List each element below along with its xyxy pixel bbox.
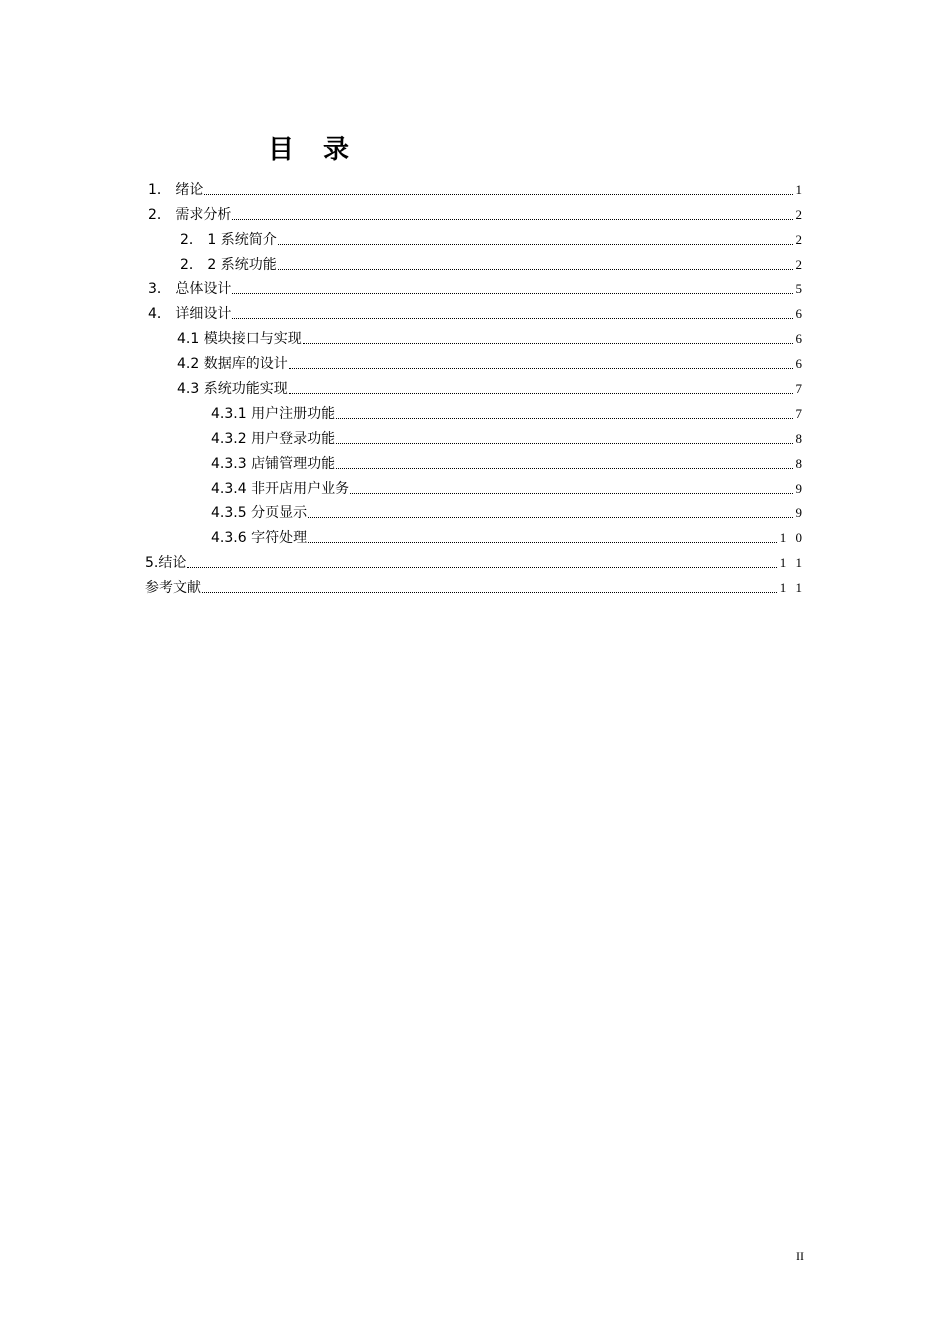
toc-entry-page: 1 1 bbox=[779, 580, 805, 596]
toc-entry-page: 5 bbox=[795, 281, 805, 297]
toc-entry[interactable] bbox=[177, 349, 805, 374]
toc-dot-leader bbox=[187, 566, 776, 568]
toc-entry[interactable] bbox=[148, 200, 805, 225]
toc-entry-label: 4.3.5 分页显示 bbox=[211, 505, 308, 522]
toc-entry-page: 1 0 bbox=[779, 530, 805, 546]
toc-entry-page: 7 bbox=[795, 381, 805, 397]
toc-entry[interactable] bbox=[177, 324, 805, 349]
toc-entry-label: 参考文献 bbox=[145, 580, 201, 597]
toc-entry-page: 1 1 bbox=[779, 555, 805, 571]
toc-entry-label: 2． 2 系统功能 bbox=[180, 256, 277, 273]
toc-dot-leader bbox=[336, 467, 792, 469]
toc-entry-label: 4.3 系统功能实现 bbox=[177, 381, 288, 398]
toc-entry[interactable] bbox=[148, 299, 805, 324]
toc-dot-leader bbox=[350, 492, 792, 494]
toc-entry-page: 2 bbox=[795, 231, 805, 247]
toc-entry[interactable] bbox=[177, 374, 805, 399]
toc-entry-page: 9 bbox=[795, 480, 805, 496]
toc-dot-leader bbox=[289, 367, 793, 369]
toc-dot-leader bbox=[336, 442, 792, 444]
toc-entry-page: 2 bbox=[795, 206, 805, 222]
toc-entry[interactable] bbox=[211, 424, 805, 449]
toc-entry[interactable] bbox=[211, 449, 805, 474]
toc-dot-leader bbox=[289, 392, 793, 394]
toc-entry[interactable] bbox=[148, 175, 805, 200]
toc-entry-label: 4.3.6 字符处理 bbox=[211, 530, 308, 547]
toc-entry-page: 6 bbox=[795, 356, 805, 372]
toc-entry-label: 3． 总体设计 bbox=[148, 281, 232, 298]
toc-dot-leader bbox=[232, 317, 792, 319]
toc-entry-label: 4.3.2 用户登录功能 bbox=[211, 430, 336, 447]
toc-entry-page: 9 bbox=[795, 505, 805, 521]
toc-entry[interactable] bbox=[145, 573, 805, 598]
toc-dot-leader bbox=[232, 292, 792, 294]
toc-entry[interactable] bbox=[211, 399, 805, 424]
toc-dot-leader bbox=[204, 193, 792, 195]
toc-dot-leader bbox=[336, 417, 792, 419]
toc-entry[interactable] bbox=[211, 499, 805, 524]
footer-page-number: II bbox=[796, 1249, 804, 1263]
toc-entry[interactable] bbox=[211, 523, 805, 548]
toc-dot-leader bbox=[303, 342, 793, 344]
toc-entry[interactable] bbox=[145, 548, 805, 573]
toc-entry-label: 5.结论 bbox=[145, 555, 187, 572]
toc-entry-label: 2． 需求分析 bbox=[148, 206, 232, 223]
toc-entry-page: 7 bbox=[795, 405, 805, 421]
toc-entry-page: 8 bbox=[795, 430, 805, 446]
toc-entry-page: 6 bbox=[795, 331, 805, 347]
toc-entry-label: 4.3.3 店铺管理功能 bbox=[211, 455, 336, 472]
toc-entry-label: 1． 绪论 bbox=[148, 181, 204, 198]
toc-entry-page: 8 bbox=[795, 455, 805, 471]
toc-entry-label: 4． 详细设计 bbox=[148, 306, 232, 323]
page-title: 目 录 bbox=[268, 135, 360, 165]
toc-entry[interactable] bbox=[180, 250, 805, 275]
toc-dot-leader bbox=[232, 218, 792, 220]
toc-dot-leader bbox=[308, 516, 792, 518]
toc-entry-page: 6 bbox=[795, 306, 805, 322]
toc-entry-page: 2 bbox=[795, 256, 805, 272]
toc-dot-leader bbox=[202, 591, 777, 593]
toc-entry-label: 4.1 模块接口与实现 bbox=[177, 331, 302, 348]
toc-dot-leader bbox=[308, 541, 777, 543]
toc-entry-label: 2． 1 系统简介 bbox=[180, 231, 277, 248]
toc-entry[interactable] bbox=[180, 225, 805, 250]
toc-dot-leader bbox=[278, 243, 793, 245]
toc-entry[interactable] bbox=[148, 275, 805, 300]
toc-entry-label: 4.3.4 非开店用户业务 bbox=[211, 480, 350, 497]
toc-dot-leader bbox=[278, 268, 793, 270]
table-of-contents bbox=[0, 175, 950, 598]
toc-entry-page: 1 bbox=[795, 181, 805, 197]
toc-entry-label: 4.3.1 用户注册功能 bbox=[211, 405, 336, 422]
toc-entry-label: 4.2 数据库的设计 bbox=[177, 356, 288, 373]
toc-entry[interactable] bbox=[211, 474, 805, 499]
